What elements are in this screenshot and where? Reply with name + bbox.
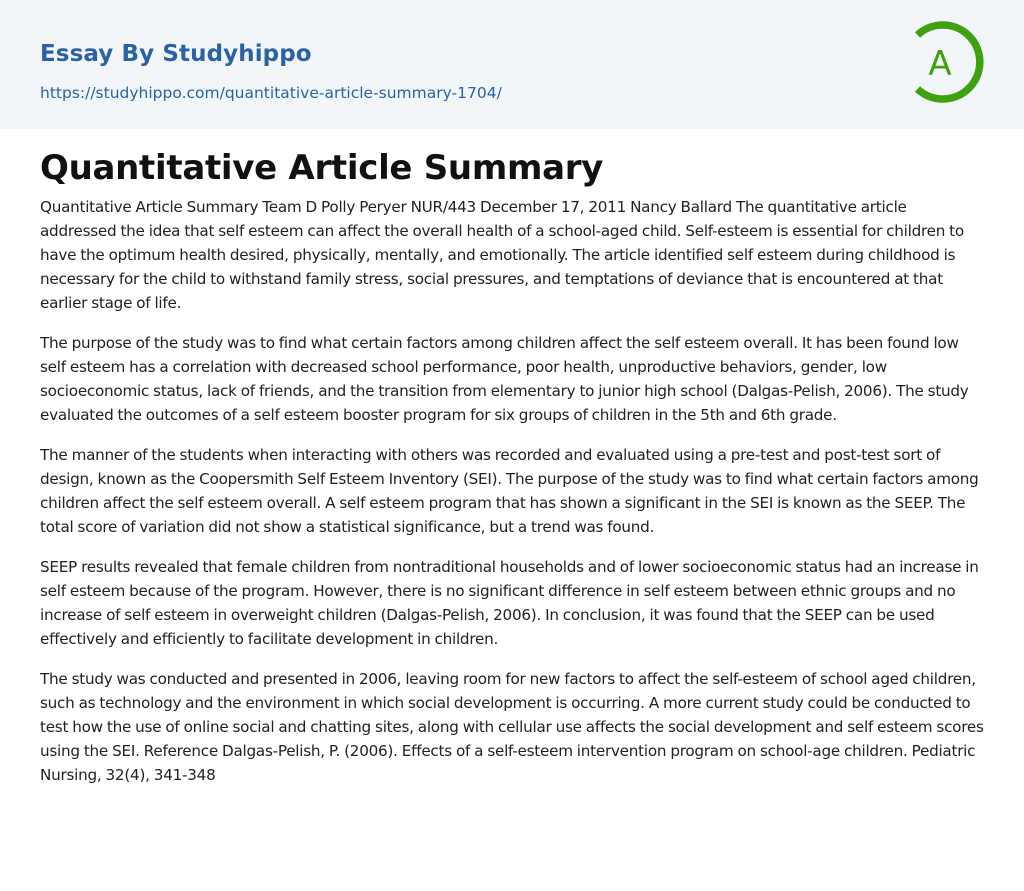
essay-url-link[interactable]: https://studyhippo.com/quantitative-article-summary-1704/ bbox=[40, 84, 502, 102]
essay-paragraph: The purpose of the study was to find what certain factors among children affect the self esteem overall. It has been found low self esteem has a correlation with decreased school performance, poor health, unproductive behaviors, gender, low socioeconomic status, lack of friends, and the transition from elementary to junior high school (Dalgas-Pelish, 2006). The study evaluated the outcomes of a self esteem booster program for six groups of children in the 5th and 6th grade. bbox=[40, 334, 969, 424]
site-title: Essay By Studyhippo bbox=[40, 41, 312, 67]
page-title: Quantitative Article Summary bbox=[40, 148, 604, 188]
essay-paragraph: The manner of the students when interacting with others was recorded and evaluated using a pre-test and post-test sort of design, known as the Coopersmith Self Esteem Inventory (SEI). The purpose of the study was to find what certain factors among children affect the self esteem overall. A self esteem program that has shown a significant in the SEI is known as the SEEP. The total score of variation did not show a statistical significance, but a trend was found. bbox=[40, 446, 979, 536]
studyhippo-logo-icon[interactable] bbox=[912, 19, 986, 105]
logo-letter: A bbox=[928, 44, 952, 84]
essay-paragraph: The study was conducted and presented in 2006, leaving room for new factors to affect the self-esteem of school aged children, such as technology and the environment in which social development is occurring. A more current study could be conducted to test how the use of online social and chatting sites, along with cellular use affects the social development and self esteem scores using the SEI. Reference Dalgas-Pelish, P. (2006). Effects of a self-esteem intervention program on school-age children. Pediatric Nursing, 32(4), 341-348 bbox=[40, 670, 984, 784]
essay-paragraph: SEEP results revealed that female children from nontraditional households and of lower socioeconomic status had an increase in self esteem because of the program. However, there is no significant difference in self esteem between ethnic groups and no increase of self esteem in overweight children (Dalgas-Pelish, 2006). In conclusion, it was found that the SEEP can be used effectively and efficiently to facilitate development in children. bbox=[40, 558, 979, 648]
essay-content bbox=[0, 146, 1024, 787]
essay-paragraph: Quantitative Article Summary Team D Polly Peryer NUR/443 December 17, 2011 Nancy Ballard The quantitative article addressed the idea that self esteem can affect the overall health of a school-aged child. Self-esteem is essential for children to have the optimum health desired, physically, mentally, and emotionally. The article identified self esteem during childhood is necessary for the child to withstand family stress, social pressures, and temptations of deviance that is encountered at that earlier stage of life. bbox=[40, 198, 964, 312]
site-header bbox=[0, 0, 1024, 129]
